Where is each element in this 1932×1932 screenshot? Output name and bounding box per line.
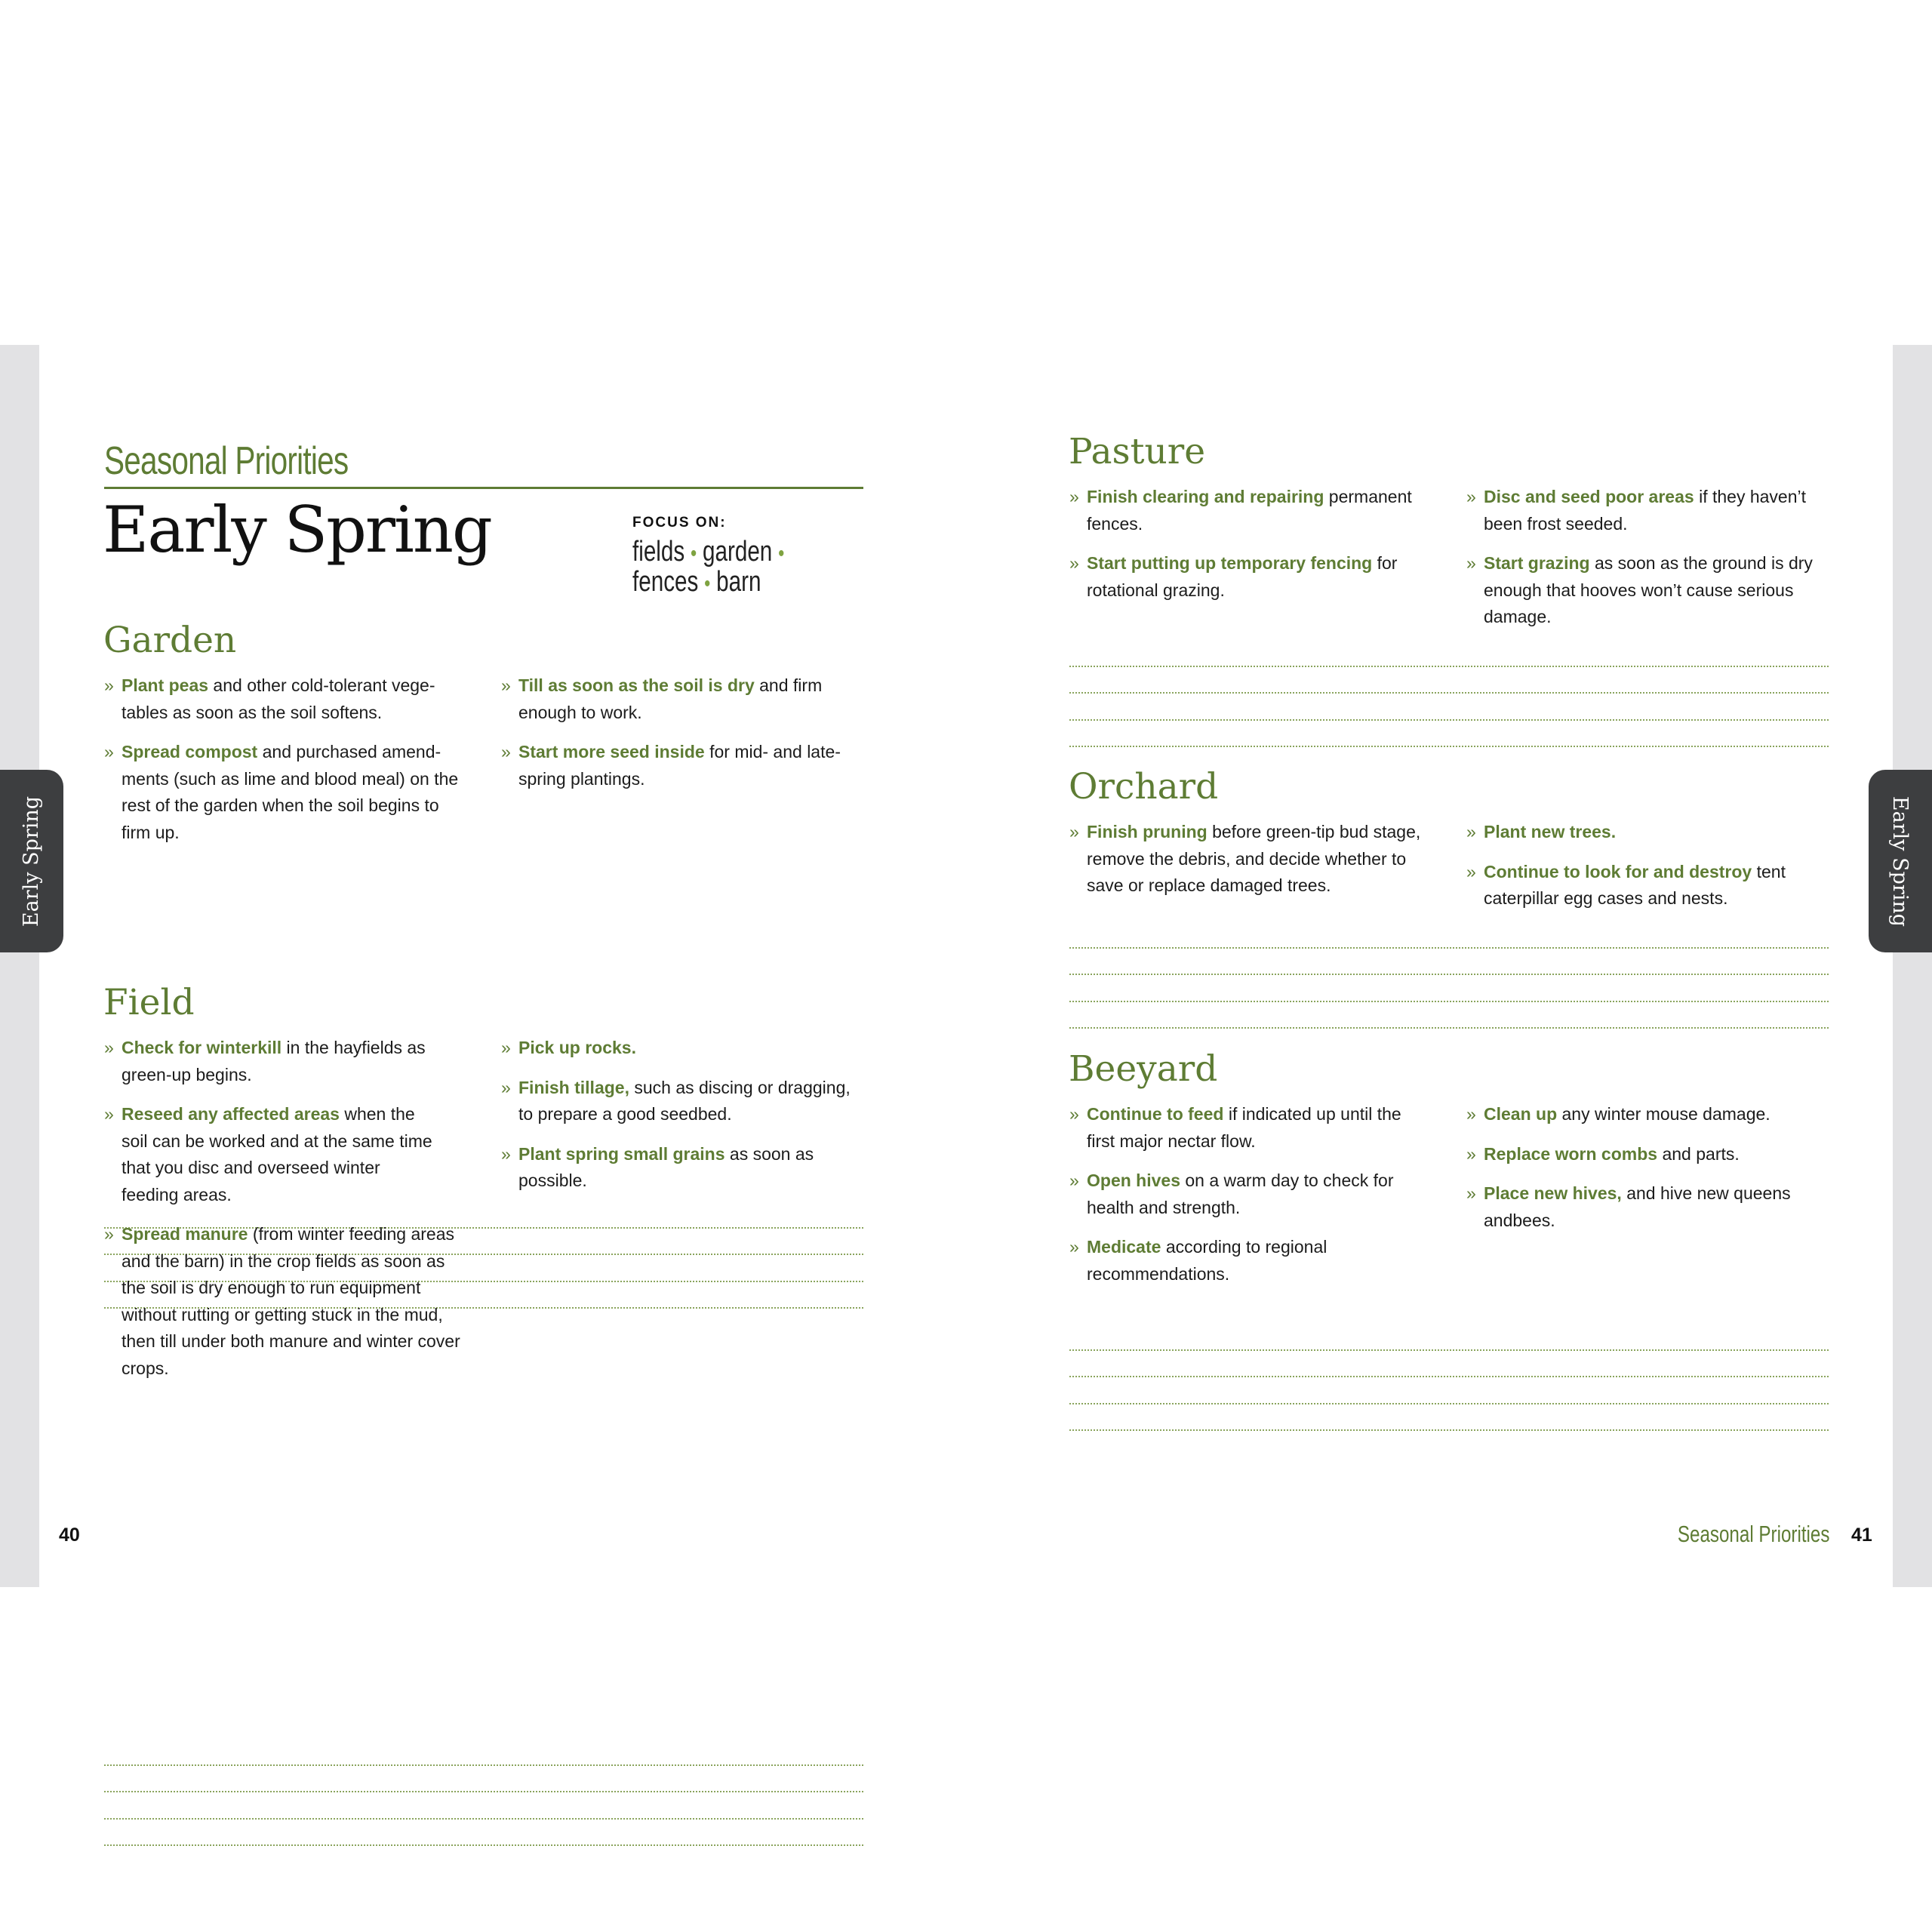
beeyard-column-1: [1069, 1101, 1432, 1300]
chevron-right-icon: »: [1069, 1104, 1079, 1124]
left-page-edge: [0, 345, 39, 1587]
field-column-2: [501, 1035, 863, 1208]
list-item: » Disc and seed poor areas if they haven’t been frost seeded.: [1466, 484, 1836, 537]
chevron-right-icon: »: [104, 1104, 114, 1124]
kicker-rule: [104, 487, 863, 489]
focus-line-2: [632, 568, 761, 596]
chevron-right-icon: »: [501, 1077, 511, 1097]
chevron-right-icon: »: [1069, 487, 1079, 506]
chevron-right-icon: »: [1466, 1183, 1476, 1203]
chevron-right-icon: »: [501, 1038, 511, 1057]
chapter-kicker: Seasonal Priorities: [104, 439, 349, 483]
list-item: » Start more seed inside for mid- and late-spring plantings.: [501, 739, 856, 792]
pasture-lines[interactable]: [1069, 640, 1829, 747]
focus-item: garden: [703, 536, 773, 568]
thumb-tab-left: [0, 770, 63, 952]
section-heading-pasture: Pasture: [1069, 431, 1206, 472]
garden-column-1: [104, 672, 466, 859]
chevron-right-icon: »: [104, 742, 114, 761]
chevron-right-icon: »: [104, 1038, 114, 1057]
list-item: » Till as soon as the soil is dry and firm enough to work.: [501, 672, 856, 726]
pasture-column-2: [1466, 484, 1836, 644]
right-page-edge: [1893, 345, 1932, 1587]
thumb-tab-label: Early Spring: [20, 795, 44, 927]
list-item: » Pick up rocks.: [501, 1035, 863, 1062]
list-item: » Spread compost and purchased amend-ments (such as lime and blood meal) on the rest of the garden when the soil begins to firm up.: [104, 739, 466, 846]
chevron-right-icon: »: [1466, 822, 1476, 841]
chevron-right-icon: »: [1069, 822, 1079, 841]
field-column-1: [104, 1035, 466, 1395]
book-spread: [0, 345, 1932, 1587]
bullet-dot-icon: •: [778, 541, 785, 566]
orchard-column-2: [1466, 819, 1829, 925]
focus-label: FOCUS ON:: [632, 515, 727, 531]
chevron-right-icon: »: [1466, 487, 1476, 506]
bullet-dot-icon: •: [704, 571, 711, 596]
page-title: Early Spring: [103, 493, 491, 567]
focus-item: fields: [632, 536, 685, 568]
orchard-note-lines[interactable]: [1069, 921, 1829, 1029]
chevron-right-icon: »: [104, 675, 114, 695]
list-item: » Start putting up temporary fencing for rotational grazing.: [1069, 550, 1424, 604]
list-item: » Open hives on a warm day to check for health and strength.: [1069, 1168, 1432, 1221]
chevron-right-icon: »: [104, 1224, 114, 1244]
thumb-tab-right: [1869, 770, 1932, 952]
pasture-column-1: [1069, 484, 1424, 617]
section-heading-beeyard: Beeyard: [1069, 1048, 1218, 1090]
list-item: » Replace worn combs and parts.: [1466, 1141, 1829, 1168]
chevron-right-icon: »: [501, 675, 511, 695]
bullet-dot-icon: •: [691, 541, 697, 566]
chevron-right-icon: »: [1466, 1104, 1476, 1124]
beeyard-note-lines[interactable]: [1069, 1324, 1829, 1431]
list-item: » Start grazing as soon as the ground is dry enough that hooves won’t cause serious damage.: [1466, 550, 1836, 631]
list-item: » Plant new trees.: [1466, 819, 1829, 846]
running-head: Seasonal Priorities: [1677, 1521, 1829, 1547]
chevron-right-icon: »: [1466, 1143, 1476, 1164]
list-item: » Plant peas and other cold-tolerant vege-tables as soon as the soil softens.: [104, 672, 466, 726]
list-item: » Plant spring small grains as soon as possible.: [501, 1141, 835, 1195]
list-item: » Place new hives, and hive new queens andbees.: [1466, 1180, 1816, 1234]
section-heading-orchard: Orchard: [1069, 766, 1219, 808]
focus-item: barn: [716, 566, 761, 598]
list-item: » Check for winterkill in the hayfields as green-up begins.: [104, 1035, 466, 1088]
focus-item: fences: [632, 566, 699, 598]
list-item: » Finish clearing and repairing permanent fences.: [1069, 484, 1424, 537]
chevron-right-icon: »: [1069, 1237, 1079, 1257]
focus-line-1: [632, 537, 790, 566]
chevron-right-icon: »: [501, 1143, 511, 1164]
beeyard-column-2: [1466, 1101, 1829, 1247]
chevron-right-icon: »: [1069, 553, 1079, 573]
chevron-right-icon: »: [1069, 1171, 1079, 1190]
list-item: » Spread manure (from winter feeding areas and the barn) in the crop fields as soon as the soil is dry enough to run equipment without rutting or getting stuck in the mud, then till under both manure and winter cover crops.: [104, 1221, 466, 1382]
list-item: » Finish pruning before green-tip bud stage, remove the debris, and decide whether to save or replace damaged trees.: [1069, 819, 1432, 900]
page-number-left: 40: [59, 1524, 80, 1546]
chevron-right-icon: »: [1466, 553, 1476, 573]
list-item: » Clean up any winter mouse damage.: [1466, 1101, 1829, 1128]
list-item: » Continue to feed if indicated up until the first major nectar flow.: [1069, 1101, 1432, 1155]
list-item: » Finish tillage, such as discing or dragging, to prepare a good seedbed.: [501, 1075, 863, 1128]
page-number-right: 41: [1851, 1524, 1872, 1546]
garden-column-2: [501, 672, 856, 805]
list-item: » Reseed any affected areas when the soil can be worked and at the same time that you disc and overseed winter feeding areas.: [104, 1101, 438, 1208]
chevron-right-icon: »: [1466, 861, 1476, 881]
chevron-right-icon: »: [501, 742, 511, 761]
section-heading-garden: Garden: [103, 620, 237, 661]
orchard-column-1: [1069, 819, 1432, 912]
list-item: » Medicate according to regional recommendations.: [1069, 1234, 1381, 1287]
list-item: » Continue to look for and destroy tent caterpillar egg cases and nests.: [1466, 859, 1829, 912]
field-note-lines[interactable]: [104, 1739, 863, 1846]
section-heading-field: Field: [103, 982, 195, 1023]
thumb-tab-label: Early Spring: [1888, 795, 1912, 927]
